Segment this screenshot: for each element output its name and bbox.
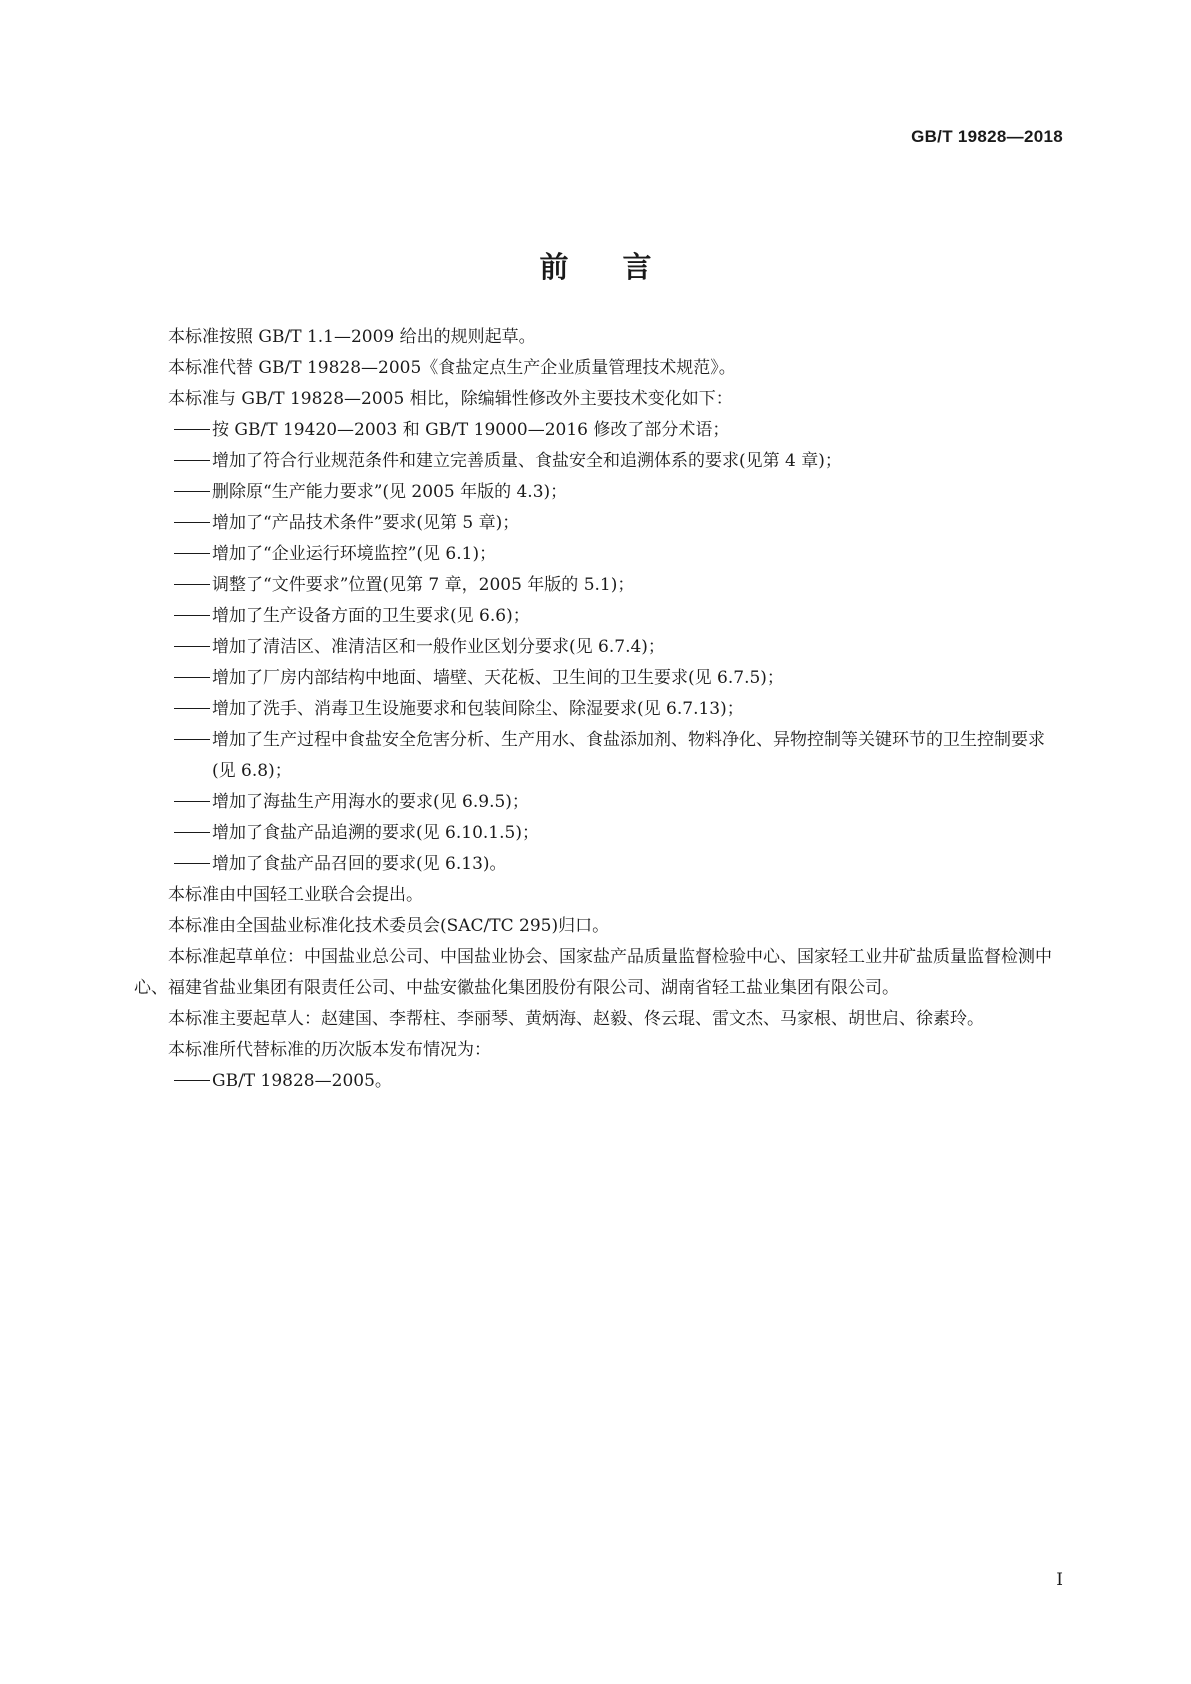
paragraph: 本标准代替 GB/T 19828—2005《食盐定点生产企业质量管理技术规范》。 xyxy=(168,358,736,378)
paragraph: 本标准按照 GB/T 1.1—2009 给出的规则起草。 xyxy=(168,327,536,347)
dash-marker xyxy=(174,849,210,880)
list-item xyxy=(134,601,1062,632)
page-title: 前言 xyxy=(539,250,706,285)
list-item xyxy=(134,446,1062,477)
dash-marker xyxy=(174,1066,210,1097)
list-item-text: 按 GB/T 19420—2003 和 GB/T 19000—2016 修改了部分术语； xyxy=(212,420,730,440)
list-item-text: 增加了清洁区、准清洁区和一般作业区划分要求(见 6.7.4)； xyxy=(212,637,665,657)
dash-marker xyxy=(174,570,210,601)
list-item xyxy=(134,632,1062,663)
list-item xyxy=(134,849,1062,880)
list-item-text: GB/T 19828—2005。 xyxy=(212,1071,392,1091)
dash-marker xyxy=(174,601,210,632)
list-item-text: 增加了洗手、消毒卫生设施要求和包装间除尘、除湿要求(见 6.7.13)； xyxy=(212,699,744,719)
dash-marker xyxy=(174,415,210,446)
list-item xyxy=(134,508,1062,539)
list-item-text: 增加了符合行业规范条件和建立完善质量、食盐安全和追溯体系的要求(见第 4 章)； xyxy=(212,451,842,471)
list-item xyxy=(134,1066,1062,1097)
dash-marker xyxy=(174,787,210,818)
list-item xyxy=(134,787,1062,818)
dash-marker xyxy=(174,508,210,539)
list-item xyxy=(134,694,1062,725)
foreword-body xyxy=(134,322,1062,1097)
list-item xyxy=(134,477,1062,508)
list-item-text: 增加了“企业运行环境监控”(见 6.1)； xyxy=(212,544,497,564)
list-item-text: 增加了食盐产品召回的要求(见 6.13)。 xyxy=(212,854,507,874)
dash-marker xyxy=(174,539,210,570)
list-item xyxy=(134,725,1062,787)
dash-marker xyxy=(174,632,210,663)
list-item-text: 增加了“产品技术条件”要求(见第 5 章)； xyxy=(212,513,520,533)
list-item-text: 增加了生产设备方面的卫生要求(见 6.6)； xyxy=(212,606,530,626)
standard-code: GB/T 19828—2018 xyxy=(911,127,1063,146)
dash-marker xyxy=(174,725,210,756)
dash-marker xyxy=(174,694,210,725)
paragraph: 本标准所代替标准的历次版本发布情况为： xyxy=(168,1040,491,1060)
list-item xyxy=(134,818,1062,849)
list-item-text: 增加了生产过程中食盐安全危害分析、生产用水、食盐添加剂、物料净化、异物控制等关键环节的卫生控制要求(见 6.8)； xyxy=(212,730,1045,781)
paragraph: 本标准起草单位：中国盐业总公司、中国盐业协会、国家盐产品质量监督检验中心、国家轻工业井矿盐质量监督检测中心、福建省盐业集团有限责任公司、中盐安徽盐化集团股份有限公司、湖南省轻工盐业集团有限公司。 xyxy=(134,947,1052,998)
list-item xyxy=(134,570,1062,601)
paragraph: 本标准主要起草人：赵建国、李帮柱、李丽琴、黄炳海、赵毅、佟云琨、雷文杰、马家根、胡世启、徐素玲。 xyxy=(168,1009,984,1029)
list-item-text: 增加了食盐产品追溯的要求(见 6.10.1.5)； xyxy=(212,823,539,843)
list-item-text: 增加了厂房内部结构中地面、墙壁、天花板、卫生间的卫生要求(见 6.7.5)； xyxy=(212,668,784,688)
list-item-text: 增加了海盐生产用海水的要求(见 6.9.5)； xyxy=(212,792,529,812)
list-item xyxy=(134,539,1062,570)
dash-marker xyxy=(174,446,210,477)
list-item-text: 删除原“生产能力要求”(见 2005 年版的 4.3)； xyxy=(212,482,568,502)
list-item xyxy=(134,663,1062,694)
list-item-text: 调整了“文件要求”位置(见第 7 章，2005 年版的 5.1)； xyxy=(212,575,635,595)
dash-marker xyxy=(174,663,210,694)
page-number: I xyxy=(1056,1570,1063,1590)
list-item xyxy=(134,415,1062,446)
dash-marker xyxy=(174,818,210,849)
paragraph: 本标准由中国轻工业联合会提出。 xyxy=(168,885,423,905)
dash-marker xyxy=(174,477,210,508)
paragraph: 本标准由全国盐业标准化技术委员会(SAC/TC 295)归口。 xyxy=(168,916,610,936)
paragraph: 本标准与 GB/T 19828—2005 相比，除编辑性修改外主要技术变化如下： xyxy=(168,389,733,409)
